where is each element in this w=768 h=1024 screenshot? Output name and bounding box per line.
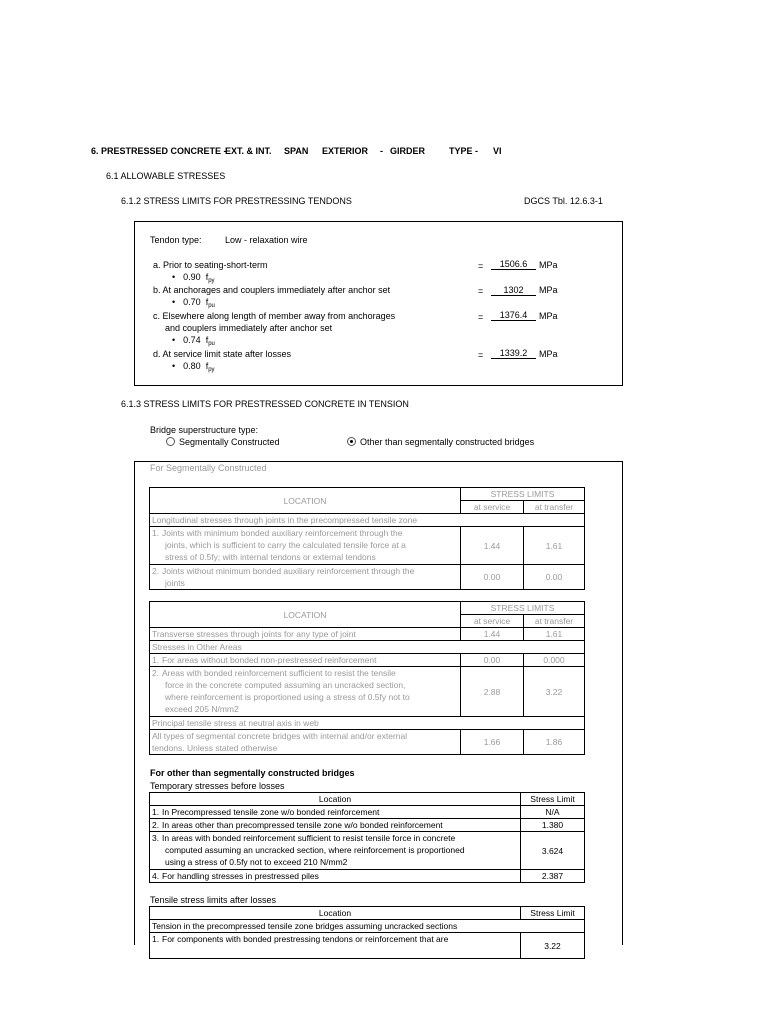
header-title: 6. PRESTRESSED CONCRETE - — [91, 146, 227, 156]
tendon-item-d-factor: • 0.80 $f_{py}$ — [172, 361, 215, 373]
tendon-type-value: Low - relaxation wire — [225, 235, 308, 245]
radio-segmental[interactable] — [166, 437, 280, 447]
segmental-table-2 — [149, 601, 585, 755]
group-longitudinal: Longitudinal stresses through joints in the precompressed tensile zone — [150, 514, 585, 527]
after-losses-clip — [149, 906, 589, 951]
section-6-1-2: 6.1.2 STRESS LIMITS FOR PRESTRESSING TENDONS — [121, 196, 352, 206]
table-row: 2. In areas other than precompressed tensile zone w/o bonded reinforcement — [150, 819, 521, 832]
radio-other[interactable] — [347, 437, 534, 447]
tendon-item-c-factor: • 0.74 $f_{pu}$ — [172, 335, 215, 347]
col-location: LOCATION — [150, 602, 461, 628]
unit-label: MPa — [539, 311, 558, 321]
header-span: SPAN — [284, 146, 309, 156]
header-type-value: VI — [493, 146, 502, 156]
equals-sign: = — [478, 312, 484, 322]
tendon-item-a-label: a. Prior to seating-short-term — [153, 260, 268, 270]
tendon-item-c-label2: and couplers immediately after anchor set — [165, 323, 333, 333]
col-stress-limits: STRESS LIMITS — [461, 602, 585, 615]
col-location: Location — [150, 793, 521, 806]
cell-value: 2.387 — [521, 870, 585, 883]
table-row: 2. Areas with bonded reinforcement sufficient to resist the tensile force in the concrete computed assuming an uncracked section, where reinforcement is proportioned using a stress of 0.5fy not to exceed 205 N/mm2 — [150, 667, 461, 717]
cell-value: 1.66 — [461, 730, 524, 755]
cell-value: 1.61 — [524, 628, 585, 641]
col-stress-limits: STRESS LIMITS — [461, 488, 585, 501]
tendon-item-c-value: 1376.4 — [491, 310, 536, 321]
cell-value: N/A — [521, 806, 585, 819]
cell-value: 1.61 — [524, 527, 585, 565]
header-type-label: TYPE - — [449, 146, 479, 156]
tendon-item-a-factor: • 0.90 $f_{py}$ — [172, 272, 215, 284]
col-location: LOCATION — [150, 488, 461, 514]
table-row: 2. Joints without minimum bonded auxiliary reinforcement through the joints — [150, 565, 461, 590]
temporary-stress-table — [149, 792, 585, 883]
after-losses-table — [149, 906, 585, 959]
segmental-table-1 — [149, 487, 585, 590]
section-6-1: 6.1 ALLOWABLE STRESSES — [106, 171, 226, 181]
unit-label: MPa — [539, 349, 558, 359]
equals-sign: = — [478, 350, 484, 360]
header-ext-int: EXT. & INT. — [225, 146, 272, 156]
tendon-item-b-factor: • 0.70 $f_{pu}$ — [172, 297, 215, 309]
group-other-areas: Stresses in Other Areas — [150, 641, 585, 654]
bridge-type-label: Bridge superstructure type: — [150, 425, 259, 435]
cell-value: 3.624 — [521, 832, 585, 870]
tendon-item-b-value: 1302 — [491, 285, 536, 296]
cell-value: 0.000 — [524, 654, 585, 667]
header-dash: - — [380, 146, 383, 156]
col-at-transfer: at transfer — [524, 501, 585, 514]
col-stress-limit: Stress Limit — [521, 793, 585, 806]
other-title: For other than segmentally constructed bridges — [150, 768, 355, 778]
table-row: 3. In areas with bonded reinforcement sufficient to resist tensile force in concrete computed assuming an uncracked section, where reinforcement is proportioned using a stress of 0.5fy not to exceed 210 N/mm2 — [150, 832, 521, 870]
table-row: 1. For components with bonded prestressing tendons or reinforcement that are — [150, 933, 521, 959]
col-at-transfer: at transfer — [524, 615, 585, 628]
after-losses-label: Tensile stress limits after losses — [150, 895, 277, 905]
cell-value: 3.22 — [521, 933, 585, 959]
temporary-stresses-label: Temporary stresses before losses — [150, 781, 285, 791]
tendon-item-b-label: b. At anchorages and couplers immediately after anchor set — [153, 285, 391, 295]
radio-other-label: Other than segmentally constructed bridges — [360, 437, 535, 447]
cell-value: 0.00 — [461, 565, 524, 590]
col-location: Location — [150, 907, 521, 920]
col-at-service: at service — [461, 501, 524, 514]
cell-value: 1.380 — [521, 819, 585, 832]
section-6-1-3: 6.1.3 STRESS LIMITS FOR PRESTRESSED CONCRETE IN TENSION — [121, 399, 409, 409]
table-row: 1. In Precompressed tensile zone w/o bonded reinforcement — [150, 806, 521, 819]
unit-label: MPa — [539, 285, 558, 295]
group-principal: Principal tensile stress at neutral axis in web — [150, 717, 585, 730]
table-row: 4. For handling stresses in prestressed piles — [150, 870, 521, 883]
equals-sign: = — [478, 261, 484, 271]
header-girder: GIRDER — [390, 146, 426, 156]
cell-value: 1.44 — [461, 527, 524, 565]
segmental-title: For Segmentally Constructed — [150, 463, 267, 473]
group-tension: Tension in the precompressed tensile zone bridges assuming uncracked sections — [150, 920, 585, 933]
header-exterior: EXTERIOR — [322, 146, 369, 156]
radio-segmental-label: Segmentally Constructed — [179, 437, 280, 447]
unit-label: MPa — [539, 260, 558, 270]
cell-value: 0.00 — [461, 654, 524, 667]
col-stress-limit: Stress Limit — [521, 907, 585, 920]
cell-value: 2.88 — [461, 667, 524, 717]
table-row: 1. For areas without bonded non-prestressed reinforcement — [150, 654, 461, 667]
table-row: All types of segmental concrete bridges with internal and/or external tendons. Unless stated otherwise — [150, 730, 461, 755]
table-row: 1. Joints with minimum bonded auxiliary reinforcement through the joints, which is sufficient to carry the calculated tensile force at a stress of 0.5fy; with internal tendons or external tendons — [150, 527, 461, 565]
col-at-service: at service — [461, 615, 524, 628]
tendon-item-d-value: 1339.2 — [491, 348, 536, 359]
equals-sign: = — [478, 286, 484, 296]
radio-selected-icon — [347, 437, 356, 446]
cell-value: 3.22 — [524, 667, 585, 717]
cell-value: 0.00 — [524, 565, 585, 590]
cell-value: 1.86 — [524, 730, 585, 755]
tendon-item-c-label: c. Elsewhere along length of member away from anchorages — [153, 311, 396, 321]
cell-value: 1.44 — [461, 628, 524, 641]
tendon-item-d-label: d. At service limit state after losses — [153, 349, 292, 359]
table-row: Transverse stresses through joints for any type of joint — [150, 628, 461, 641]
tendon-item-a-value: 1506.6 — [491, 259, 536, 270]
tendon-type-label: Tendon type: — [150, 235, 202, 245]
radio-circle-icon — [166, 437, 175, 446]
reference: DGCS Tbl. 12.6.3-1 — [524, 196, 603, 206]
